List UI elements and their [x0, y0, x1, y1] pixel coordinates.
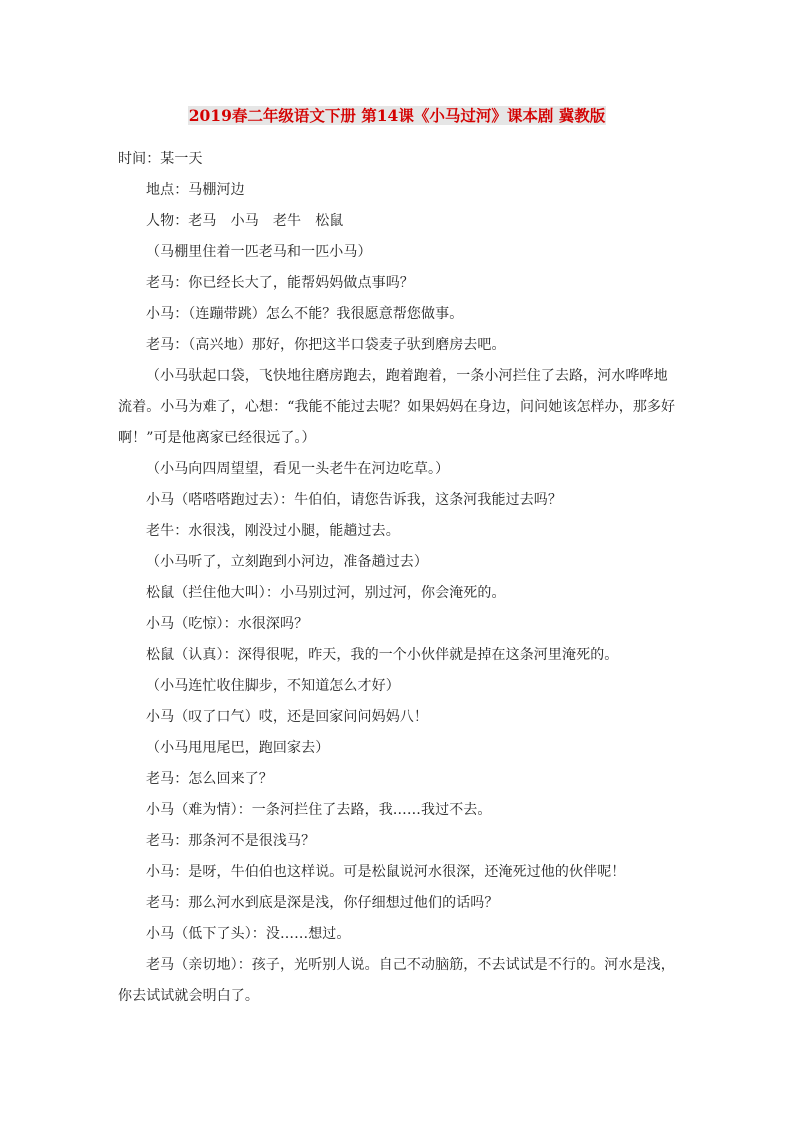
paragraph-dialogue: 老马：那么河水到底是深是浅，你仔细想过他们的话吗？: [146, 895, 499, 911]
paragraph-stage-direction: （小马驮起口袋，飞快地往磨房跑去，跑着跑着，一条小河拦住了去路，河水哗哗地流着。小马为难了，心想：“我能不能过去呢？如果妈妈在身边，问问她该怎样办，那多好啊！”可是他离家已经很远了。）: [118, 368, 676, 446]
paragraph-stage-direction: （小马连忙收住脚步，不知道怎么才好）: [146, 678, 400, 694]
document-body: [118, 144, 678, 1012]
paragraph-dialogue: 小马：是呀，牛伯伯也这样说。可是松鼠说河水很深，还淹死过他的伙伴呢！: [146, 864, 626, 880]
paragraph-dialogue: 小马（难为情）：一条河拦住了去路，我……我过不去。: [146, 802, 492, 818]
paragraph-dialogue: 小马：（连蹦带跳）怎么不能？我很愿意帮您做事。: [146, 306, 464, 322]
paragraph-dialogue: 老马：（高兴地）那好，你把这半口袋麦子驮到磨房去吧。: [146, 337, 506, 353]
paragraph-stage-direction: （马棚里住着一匹老马和一匹小马）: [146, 244, 372, 260]
paragraph-characters: 人物：老马 小马 老牛 松鼠: [146, 213, 344, 229]
document-title: [0, 105, 794, 127]
paragraph-place: 地点：马棚河边: [146, 182, 245, 198]
paragraph-dialogue: 老马（亲切地）：孩子，光听别人说。自己不动脑筋，不去试试是不行的。河水是浅，你去试试就会明白了。: [118, 957, 675, 1004]
paragraph-stage-direction: （小马向四周望望，看见一头老牛在河边吃草。）: [146, 461, 450, 477]
paragraph-dialogue: 老马：怎么回来了？: [146, 771, 273, 787]
paragraph-dialogue: 小马（嗒嗒嗒跑过去）：牛伯伯，请您告诉我，这条河我能过去吗？: [146, 492, 562, 508]
paragraph-dialogue: 老马：那条河不是很浅马？: [146, 833, 316, 849]
paragraph-dialogue: 小马（吃惊）：水很深吗？: [146, 616, 309, 632]
paragraph-dialogue: 老牛：水很浅，刚没过小腿，能趟过去。: [146, 523, 400, 539]
paragraph-dialogue: 小马（低下了头）：没……想过。: [146, 926, 351, 942]
document-title-text: 2019春二年级语文下册 第14课《小马过河》课本剧 冀教版: [188, 106, 606, 125]
paragraph-dialogue: 松鼠（拦住他大叫）：小马别过河，别过河，你会淹死的。: [146, 585, 506, 601]
paragraph-stage-direction: （小马听了，立刻跑到小河边，准备趟过去）: [146, 554, 428, 570]
paragraph-dialogue: 小马（叹了口气）哎，还是回家问问妈妈八！: [146, 709, 428, 725]
paragraph-stage-direction: （小马甩甩尾巴，跑回家去）: [146, 740, 330, 756]
paragraph-dialogue: 老马：你已经长大了，能帮妈妈做点事吗？: [146, 275, 414, 291]
paragraph-time: 时间：某一天: [118, 151, 203, 167]
paragraph-dialogue: 松鼠（认真）：深得很呢，昨天，我的一个小伙伴就是掉在这条河里淹死的。: [146, 647, 619, 663]
